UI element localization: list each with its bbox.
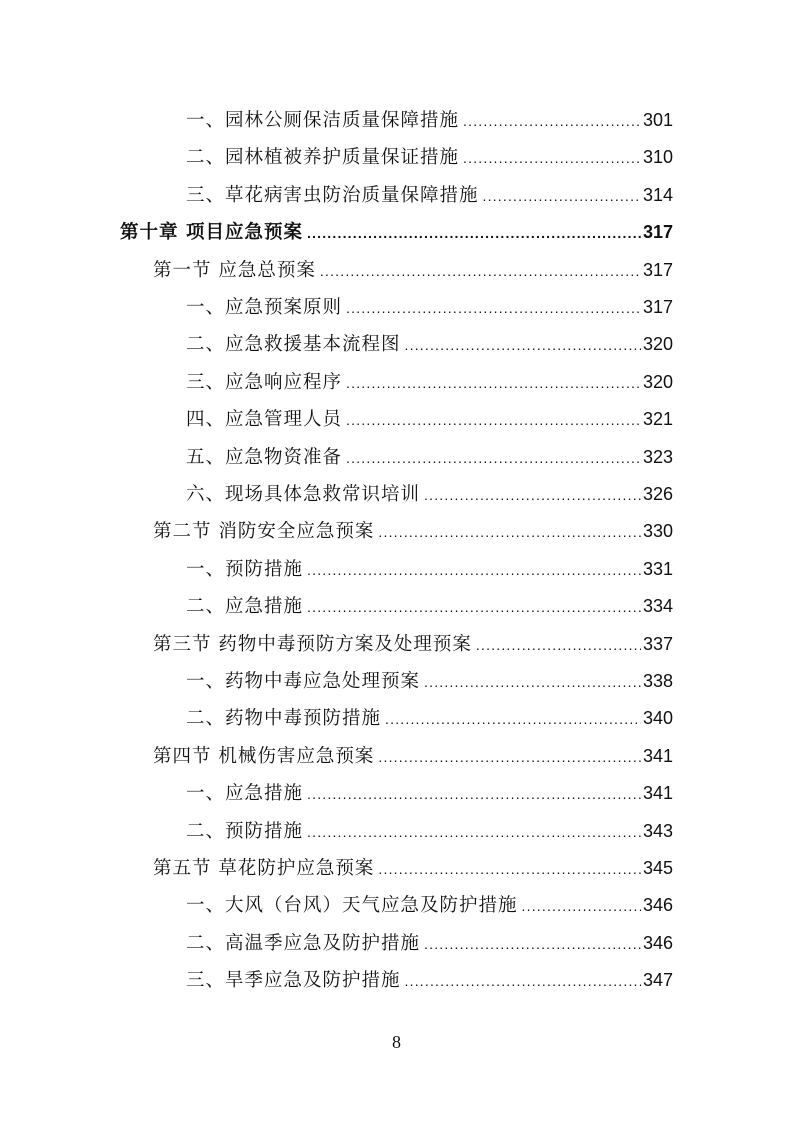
toc-entry-page: 321 [642,409,673,430]
toc-subsection-entry[interactable] [186,594,673,618]
toc-entry-page: 341 [642,745,673,766]
toc-entry-page: 310 [642,147,673,168]
toc-entry-page: 341 [642,783,673,804]
toc-entry-title: 第五节 草花防护应急预案 [153,858,375,879]
toc-subsection-entry[interactable] [186,482,673,506]
toc-entry-page: 320 [642,371,673,392]
toc-entry-title: 第三节 药物中毒预防方案及处理预案 [153,633,472,655]
dot-leader [378,745,641,769]
toc-entry-title: 一、药物中毒应急处理预案 [186,671,421,692]
dot-leader [307,820,641,844]
toc-entry-title: 第一节 应急总预案 [153,259,316,281]
toc-entry-title: 三、旱季应急及防护措施 [186,970,401,992]
toc-entry-page: 317 [642,222,673,243]
toc-subsection-entry[interactable] [186,893,673,917]
toc-section-entry[interactable] [153,632,673,656]
toc-chapter-entry[interactable] [120,220,673,244]
toc-subsection-entry[interactable] [186,108,673,132]
toc-entry-title: 二、预防措施 [186,820,304,842]
dot-leader [346,371,641,395]
toc-subsection-entry[interactable] [186,931,673,955]
toc-subsection-entry[interactable] [186,332,673,356]
dot-leader [424,670,641,694]
dot-leader [346,446,641,470]
toc-subsection-entry[interactable] [186,145,673,169]
toc-section-entry[interactable] [153,519,673,543]
dot-leader [405,969,641,993]
dot-leader [385,707,641,731]
toc-entry-page: 317 [642,297,673,317]
dot-leader [320,259,641,283]
toc-entry-title: 四、应急管理人员 [186,409,343,431]
toc-entry-page: 331 [642,558,673,579]
toc-subsection-entry[interactable] [186,445,673,469]
dot-leader [378,520,641,544]
toc-entry-page: 345 [642,858,673,878]
toc-entry-title: 第四节 机械伤害应急预案 [153,745,375,767]
dot-leader [522,894,641,918]
toc-entry-page: 337 [642,633,673,654]
toc-entry-title: 一、园林公厕保洁质量保障措施 [186,110,460,131]
toc-entry-title: 二、应急救援基本流程图 [186,334,401,356]
dot-leader [346,296,641,320]
toc-entry-page: 326 [642,484,673,504]
toc-entry-title: 六、现场具体急救常识培训 [186,484,421,505]
dot-leader [463,109,641,133]
toc-entry-page: 301 [642,110,673,130]
toc-entry-page: 323 [642,446,673,467]
toc-entry-title: 第二节 消防安全应急预案 [153,521,375,543]
toc-entry-page: 320 [642,334,673,355]
dot-leader [378,857,641,881]
dot-leader [307,782,641,806]
toc-subsection-entry[interactable] [186,781,673,805]
dot-leader [483,184,641,208]
toc-entry-page: 334 [642,596,673,617]
toc-entry-title: 一、大风（台风）天气应急及防护措施 [186,895,518,917]
dot-leader [307,558,641,582]
toc-entry-title: 二、药物中毒预防措施 [186,708,382,730]
toc-section-entry[interactable] [153,258,673,282]
toc-subsection-entry[interactable] [186,819,673,843]
toc-subsection-entry[interactable] [186,183,673,207]
toc-entry-title: 二、园林植被养护质量保证措施 [186,147,460,169]
toc-entry-page: 346 [642,932,673,953]
toc-subsection-entry[interactable] [186,407,673,431]
dot-leader [307,221,641,245]
toc-entry-title: 二、高温季应急及防护措施 [186,932,421,954]
toc-entry-page: 314 [642,184,673,205]
toc-entry-title: 一、预防措施 [186,558,304,580]
toc-entry-page: 338 [642,671,673,691]
dot-leader [405,333,641,357]
toc-subsection-entry[interactable] [186,295,673,319]
toc-entry-page: 340 [642,708,673,729]
toc-entry-title: 五、应急物资准备 [186,446,343,468]
dot-leader [463,146,641,170]
toc-section-entry[interactable] [153,744,673,768]
toc-entry-title: 一、应急措施 [186,783,304,805]
toc-entry-title: 一、应急预案原则 [186,297,343,318]
dot-leader [307,595,641,619]
toc-subsection-entry[interactable] [186,706,673,730]
toc-entry-page: 317 [642,259,673,280]
toc-subsection-entry[interactable] [186,669,673,693]
toc-entry-title: 三、草花病害虫防治质量保障措施 [186,184,479,206]
dot-leader [346,408,641,432]
page-number: 8 [392,1032,401,1052]
toc-entry-page: 346 [642,895,673,916]
dot-leader [424,932,641,956]
toc-entry-page: 347 [642,970,673,991]
toc-entry-title: 三、应急响应程序 [186,371,343,393]
dot-leader [424,483,641,507]
toc-entry-title: 第十章 项目应急预案 [120,222,303,244]
toc-section-entry[interactable] [153,856,673,880]
toc-entry-page: 343 [642,820,673,841]
dot-leader [476,633,641,657]
toc-entry-title: 二、应急措施 [186,596,304,618]
toc-subsection-entry[interactable] [186,557,673,581]
toc-subsection-entry[interactable] [186,370,673,394]
toc-subsection-entry[interactable] [186,968,673,992]
toc-entry-page: 330 [642,521,673,542]
